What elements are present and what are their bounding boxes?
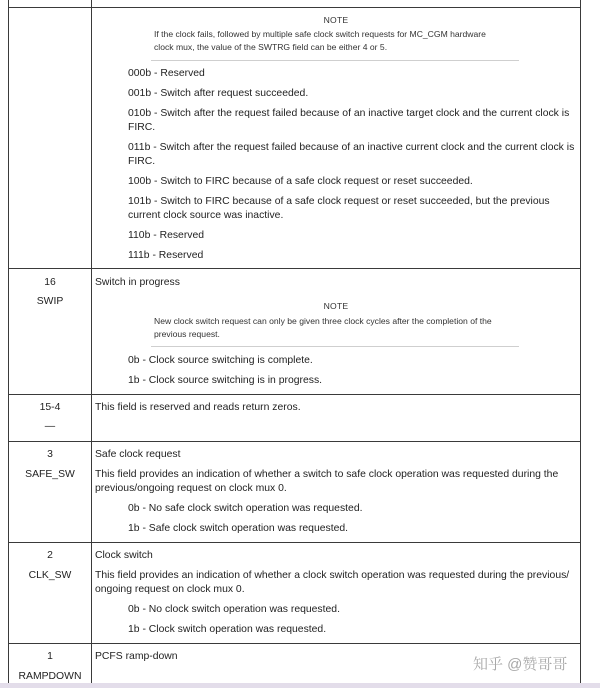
field-bit: 3 <box>47 449 53 460</box>
field-value-cont: current clock source was inactive. <box>128 210 284 221</box>
field-value: 101b - Switch to FIRC because of a safe clock request or reset succeeded, but the previous <box>128 196 550 207</box>
table-right-border <box>580 0 581 688</box>
note-text-line: If the clock fails, followed by multiple safe clock switch requests for MC_CGM hardware <box>154 29 486 39</box>
field-description: This field provides an indication of whether a clock switch operation was requested during the previous/ <box>95 570 570 581</box>
field-value-cont: FIRC. <box>128 156 156 167</box>
field-title: Switch in progress <box>95 277 180 288</box>
field-name: SWIP <box>36 296 64 307</box>
field-description: This field is reserved and reads return zeros. <box>95 402 301 413</box>
field-bit: 16 <box>44 277 56 288</box>
field-value: 001b - Switch after request succeeded. <box>128 88 309 99</box>
note-title: NOTE <box>323 301 349 311</box>
field-value: 110b - Reserved <box>128 230 205 241</box>
field-name: CLK_SW <box>28 570 72 581</box>
note-title: NOTE <box>323 15 349 25</box>
field-name: — <box>44 421 56 432</box>
note-divider <box>151 346 519 347</box>
field-value: 1b - Safe clock switch operation was requested. <box>128 523 349 534</box>
row-divider <box>8 268 581 269</box>
bottom-edge-strip <box>0 683 600 688</box>
field-value: 100b - Switch to FIRC because of a safe clock request or reset succeeded. <box>128 176 473 187</box>
field-name: RAMPDOWN <box>18 671 82 682</box>
note-text-line: previous request. <box>154 329 220 339</box>
row-divider <box>8 7 581 8</box>
field-bit: 2 <box>47 550 53 561</box>
field-title: PCFS ramp-down <box>95 651 178 662</box>
table-left-border <box>8 0 9 688</box>
row-divider <box>8 441 581 442</box>
field-value: 111b - Reserved <box>128 250 204 261</box>
field-value: 1b - Clock switch operation was requested. <box>128 624 327 635</box>
field-value: 0b - No clock switch operation was requested. <box>128 604 340 615</box>
field-value: 0b - Clock source switching is complete. <box>128 355 313 366</box>
field-value: 010b - Switch after the request failed because of an inactive target clock and the current clock is <box>128 108 570 119</box>
watermark: 知乎 @赞哥哥 <box>473 656 568 673</box>
field-title: Clock switch <box>95 550 153 561</box>
field-value: 1b - Clock source switching is in progress. <box>128 375 323 386</box>
field-value: 011b - Switch after the request failed because of an inactive current clock and the current clock is <box>128 142 575 153</box>
field-name: SAFE_SW <box>25 469 75 480</box>
field-value-cont: FIRC. <box>128 122 156 133</box>
field-description-cont: previous/ongoing request on clock mux 0. <box>95 483 287 494</box>
field-value: 000b - Reserved <box>128 68 205 79</box>
note-text-line: New clock switch request can only be given three clock cycles after the completion of the <box>154 316 492 326</box>
row-divider <box>8 643 581 644</box>
row-divider <box>8 394 581 395</box>
field-value: 0b - No safe clock switch operation was requested. <box>128 503 363 514</box>
note-text-line: clock mux, the value of the SWTRG field can be either 4 or 5. <box>154 42 388 52</box>
table-column-divider <box>91 0 92 688</box>
row-divider <box>8 542 581 543</box>
field-bit: 15-4 <box>39 402 61 413</box>
field-title: Safe clock request <box>95 449 181 460</box>
field-description: This field provides an indication of whether a switch to safe clock operation was requested during the <box>95 469 559 480</box>
note-divider <box>151 60 519 61</box>
field-description-cont: ongoing request on clock mux 0. <box>95 584 245 595</box>
field-bit: 1 <box>47 651 53 662</box>
